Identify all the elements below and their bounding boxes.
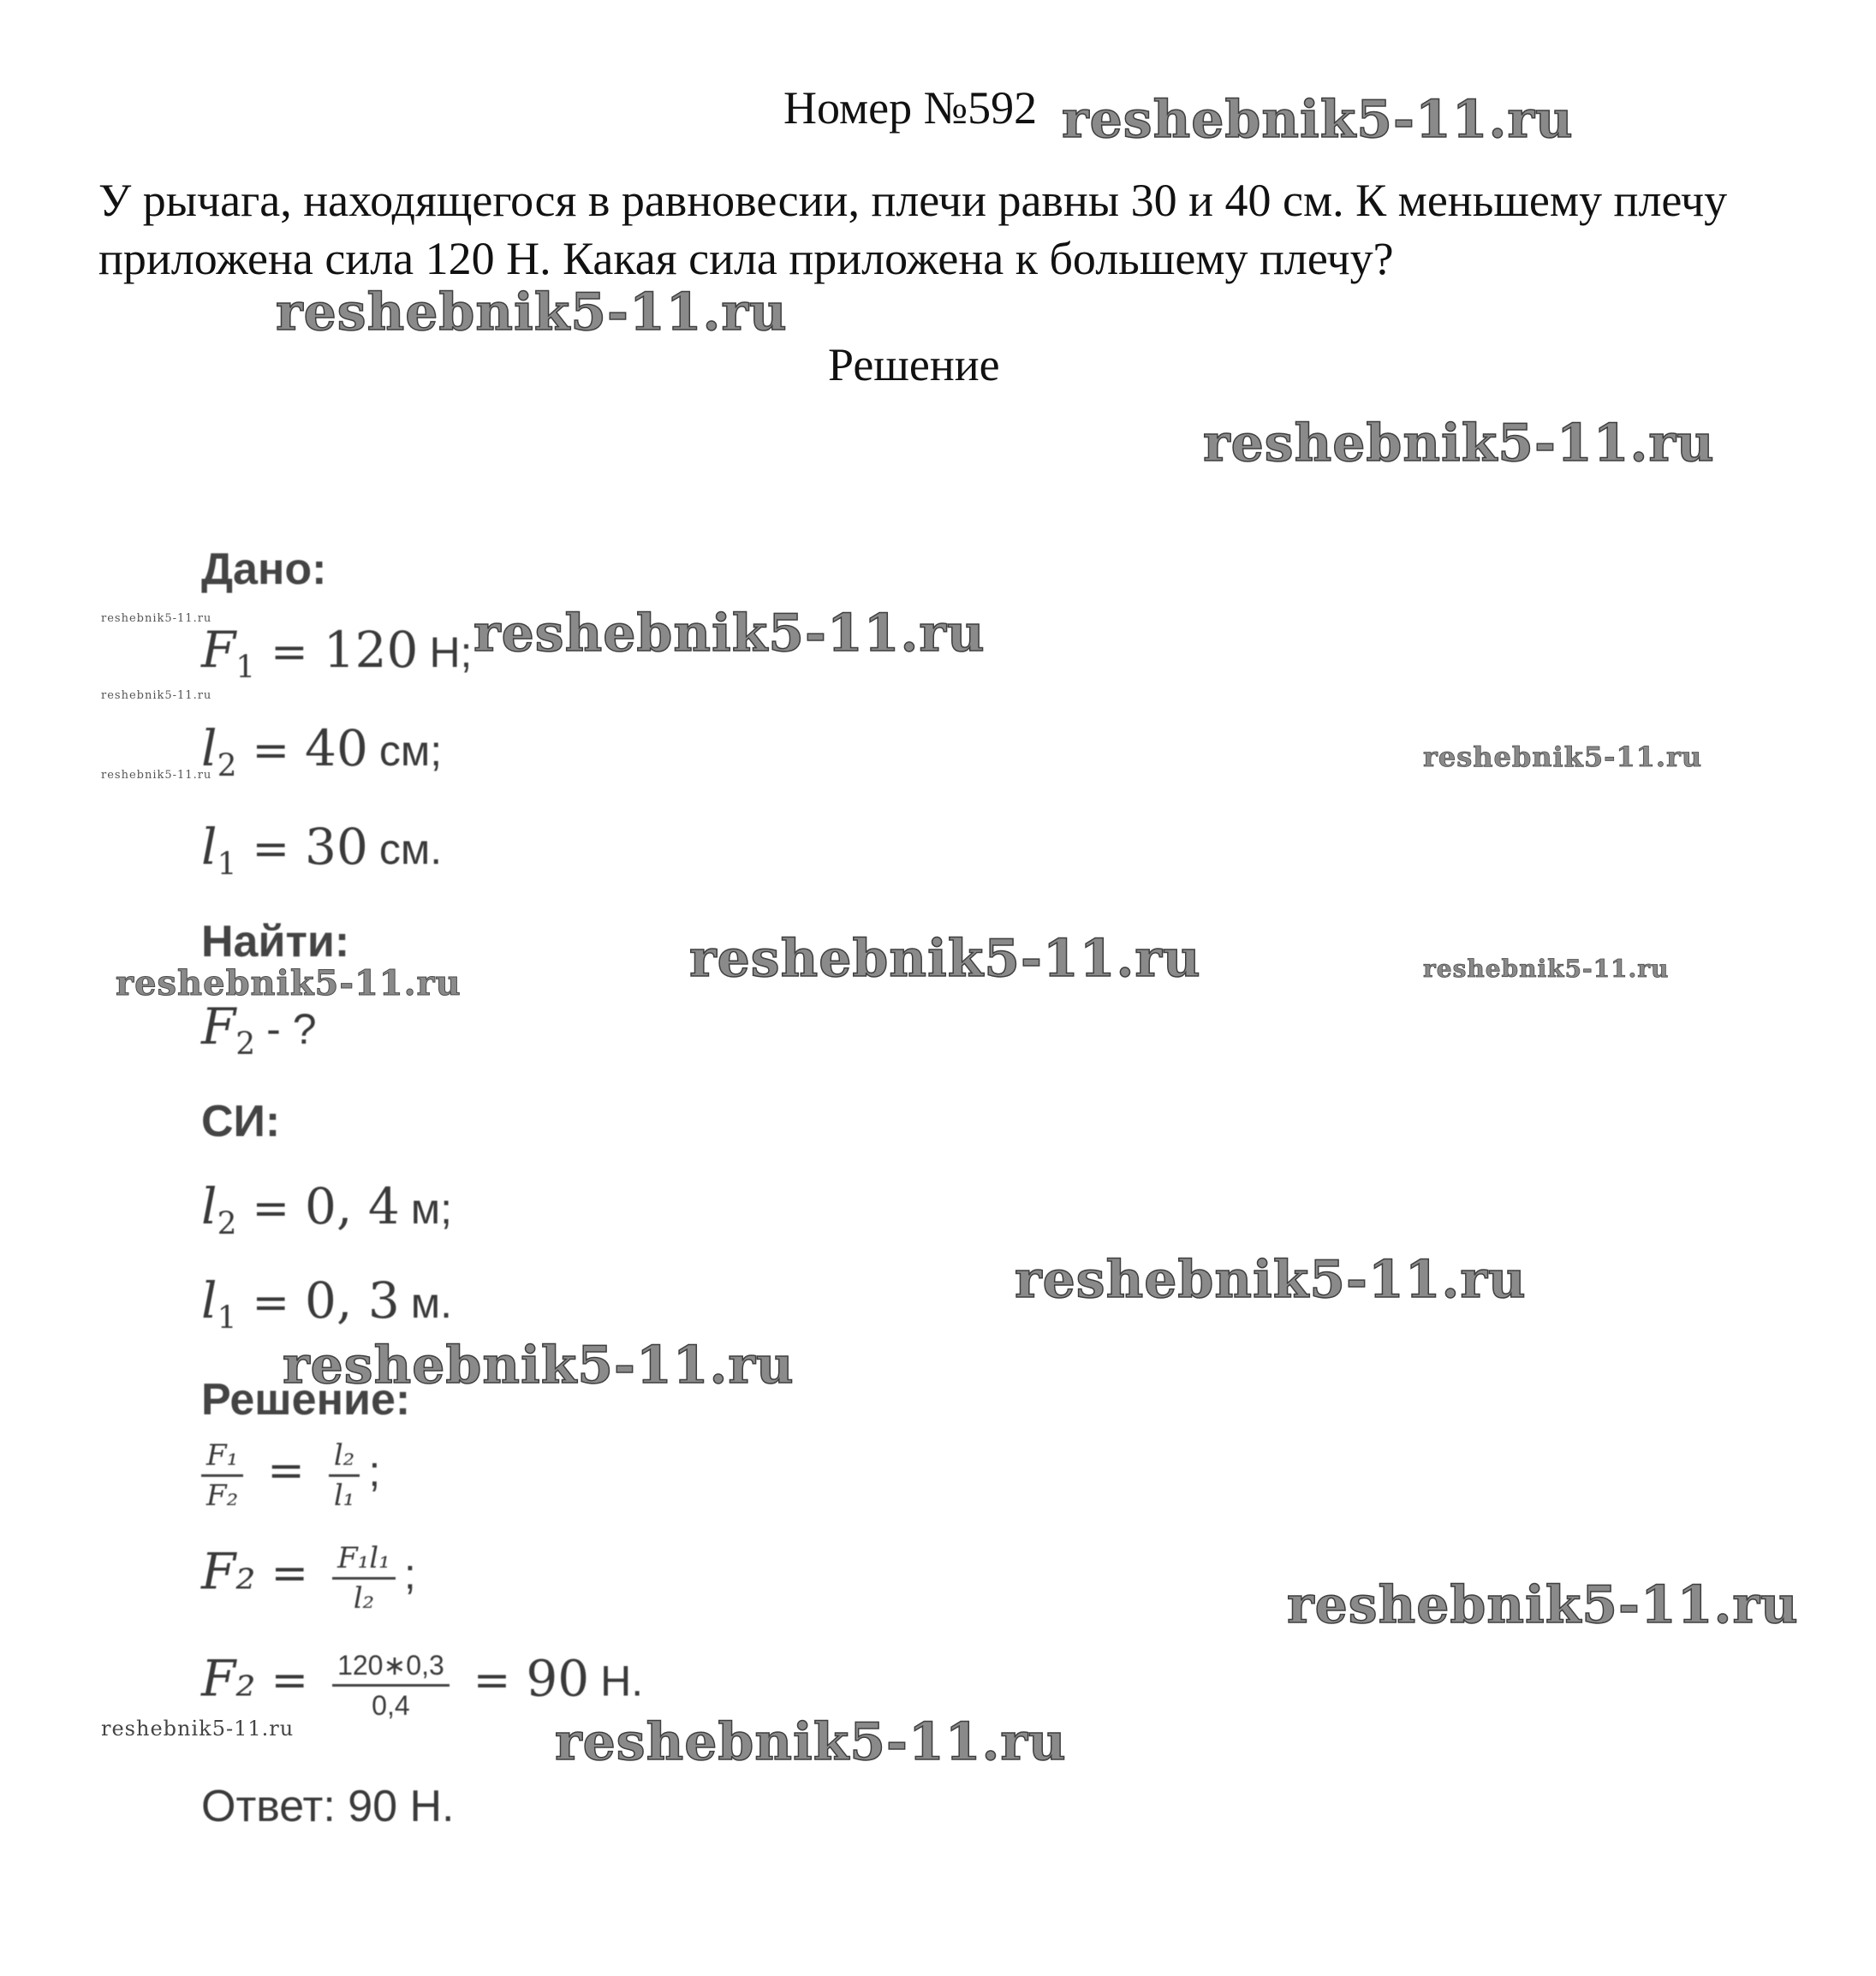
solution-label: Решение: — [201, 1375, 411, 1425]
si-label: СИ: — [201, 1097, 281, 1146]
find-label: Найти: — [201, 917, 350, 967]
watermark: reshebnik5-11.ru — [1203, 414, 1715, 473]
answer: Ответ: 90 Н. — [201, 1782, 455, 1831]
watermark: reshebnik5-11.ru — [1062, 90, 1574, 150]
watermark: reshebnik5-11.ru — [473, 604, 986, 664]
watermark: reshebnik5-11.ru — [1423, 741, 1703, 773]
problem-text: У рычага, находящегося в равновесии, плечи равны 30 и 40 см. К меньшему плечу приложена сила 120 Н. Какая сила приложена к большему плечу? — [98, 175, 1728, 284]
watermark: reshebnik5-11.ru — [283, 1336, 795, 1396]
watermark: reshebnik5-11.ru — [1423, 955, 1670, 983]
page-title: Номер №592 — [783, 82, 1038, 134]
given-label: Дано: — [201, 545, 327, 594]
solution-heading: Решение — [828, 339, 1000, 390]
given-f1: $F_1 = 120$ Н; — [201, 621, 473, 686]
watermark: reshebnik5-11.ru — [689, 929, 1201, 989]
watermark: reshebnik5-11.ru — [116, 963, 462, 1003]
si-l1: $l_1 = 0$, 3 м. — [201, 1271, 453, 1336]
given-l2: $l_2 = 40$ см; — [201, 719, 443, 784]
solution-ratio: $\frac{\text{F₁}}{\text{F₂}}$ = $\frac{\text{l₂}}{\text{l₁}}$ ; — [201, 1438, 380, 1513]
si-l2: $l_2 = 0$, 4 м; — [201, 1177, 453, 1242]
watermark: reshebnik5-11.ru — [276, 283, 788, 342]
watermark: reshebnik5-11.ru — [1287, 1575, 1799, 1635]
watermark: reshebnik5-11.ru — [101, 612, 212, 625]
watermark: reshebnik5-11.ru — [1015, 1250, 1527, 1310]
find-f2: $F_2$ - ? — [201, 997, 317, 1062]
solution-formula: F₂ = $\frac{\text{F₁l₁}}{\text{l₂}}$ ; — [201, 1541, 416, 1616]
watermark: reshebnik5-11.ru — [101, 1717, 295, 1741]
solution-calc: F₂ = $\frac{120∗0,3}{0,4}$ = 90 Н. — [201, 1649, 644, 1721]
given-l1: $l_1 = 30$ см. — [201, 818, 443, 883]
watermark: reshebnik5-11.ru — [101, 689, 212, 702]
watermark: reshebnik5-11.ru — [101, 769, 212, 782]
watermark: reshebnik5-11.ru — [555, 1712, 1067, 1772]
